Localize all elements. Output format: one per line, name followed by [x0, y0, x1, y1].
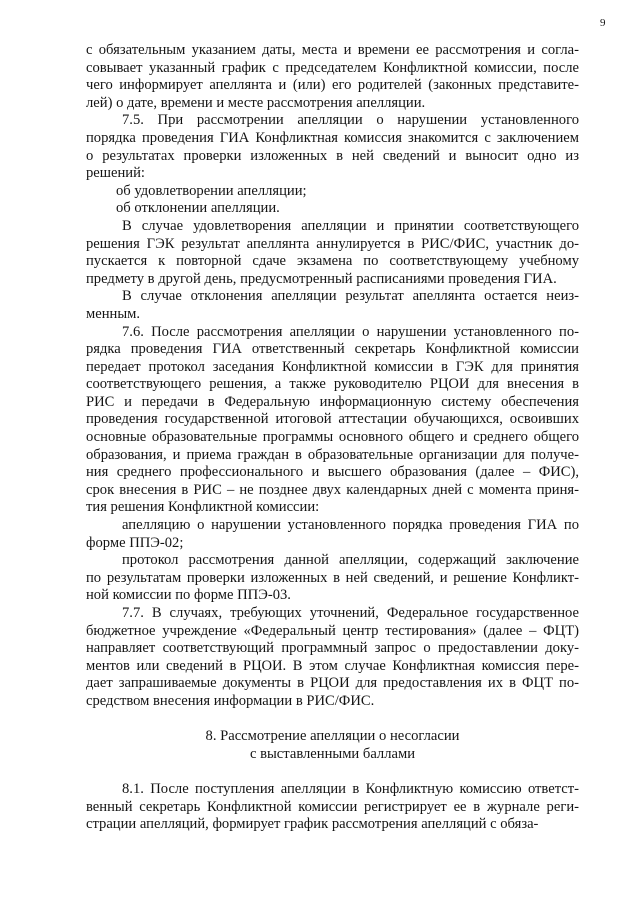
text-line: решений: — [86, 165, 145, 182]
text-line: апелляцию о нарушении установленного порядка проведения ГИА по — [122, 517, 579, 534]
paragraph — [86, 517, 579, 552]
text-line: 8.1. После поступления апелляции в Конфликтную комиссию ответст- — [122, 780, 579, 797]
paragraph — [86, 552, 579, 605]
text-line: лей) о дате, времени и месте рассмотрения апелляции. — [86, 94, 426, 111]
text-line: рядка проведения ГИА ответственный секретарь Конфликтной комиссии — [86, 341, 579, 358]
text-line: 8. Рассмотрение апелляции о несогласии — [205, 728, 460, 745]
page-number: 9 — [600, 17, 606, 29]
spacer — [86, 763, 579, 781]
text-line: ния среднего профессионального и высшего образования (далее – ФИС), — [86, 464, 579, 481]
text-line: 7.5. При рассмотрении апелляции о нарушении установленного — [122, 112, 579, 129]
text-line: 7.6. После рассмотрения апелляции о нарушении установленного по- — [122, 323, 579, 340]
paragraph — [86, 605, 579, 711]
text-line: направляет соответствующий программный запрос о предоставлении доку- — [86, 640, 579, 657]
section-heading — [86, 728, 579, 763]
text-line: решения ГЭК результат апеллянта аннулируется в РИС/ФИС, участник до- — [86, 235, 579, 252]
text-line: страции апелляций, формирует график рассмотрения апелляций с обяза- — [86, 816, 539, 833]
paragraph — [86, 218, 579, 288]
text-line: ной комиссии по форме ППЭ-03. — [86, 587, 291, 604]
text-line: ментов или сведений в РЦОИ. В этом случае Конфликтная комиссия пере- — [86, 657, 579, 674]
text-line: РИС и передачи в Федеральную информационную систему обеспечения — [86, 393, 579, 410]
text-line: пускается к повторной сдаче экзамена по соответствующему учебному — [86, 253, 579, 270]
text-line: совывает указанный график с председателем Конфликтной комиссии, после — [86, 59, 579, 76]
text-line: тия решения Конфликтной комиссии: — [86, 499, 320, 516]
text-line: образования, и приема граждан в образовательные организации для получе- — [86, 446, 579, 463]
paragraph — [86, 288, 579, 323]
text-line: с обязательным указанием даты, места и времени ее рассмотрения и согла- — [86, 42, 579, 58]
paragraph — [86, 112, 579, 182]
text-line: венный секретарь Конфликтной комиссии регистрирует ее в журнале реги- — [86, 798, 579, 815]
spacer — [86, 711, 579, 729]
text-line: протокол рассмотрения данной апелляции, содержащий заключение — [122, 552, 579, 569]
text-line: форме ППЭ-02; — [86, 534, 184, 551]
text-line: средством внесения информации в РИС/ФИС. — [86, 692, 375, 709]
text-line: с выставленными баллами — [249, 745, 416, 762]
text-line: дает запрашиваемые документы в РЦОИ для предоставления их в ФЦТ по- — [86, 675, 579, 692]
text-line: передает протокол заседания Конфликтной комиссии в ГЭК для принятия — [86, 358, 579, 375]
list-item — [86, 183, 579, 201]
list-item — [86, 200, 579, 218]
text-line: срок внесения в РИС – не позднее двух календарных дней с момента приня- — [86, 481, 579, 498]
paragraph — [86, 42, 579, 112]
text-line: 7.7. В случаях, требующих уточнений, Федеральное государственное — [122, 605, 579, 621]
text-line: об удовлетворении апелляции; — [116, 182, 307, 199]
paragraph — [86, 324, 579, 518]
text-line: соответствующего решения, а также руководителю РЦОИ для внесения в — [86, 376, 579, 393]
text-line: предмету в другой день, предусмотренный расписаниями проведения ГИА. — [86, 270, 557, 287]
text-line: чего информирует апеллянта и (или) его родителей (законных представите- — [86, 77, 579, 94]
text-line: В случае отклонения апелляции результат апеллянта остается неиз- — [122, 288, 579, 305]
text-line: по результатам проверки изложенных в ней сведений, и решение Конфликт- — [86, 569, 579, 586]
text-line: основные образовательные программы основного общего и среднего общего — [86, 429, 579, 446]
document-body — [86, 42, 579, 834]
text-line: об отклонении апелляции. — [116, 200, 280, 217]
text-line: о результатах проверки изложенных в ней сведений и выносит одно из — [86, 147, 579, 164]
text-line: бюджетное учреждение «Федеральный центр тестирования» (далее – ФЦТ) — [86, 622, 579, 639]
text-line: менным. — [86, 305, 141, 322]
paragraph — [86, 781, 579, 834]
text-line: порядка проведения ГИА Конфликтная комиссия знакомится с заключением — [86, 129, 579, 146]
text-line: проведения государственной итоговой аттестации обучающихся, освоивших — [86, 411, 579, 428]
text-line: В случае удовлетворения апелляции и принятии соответствующего — [122, 217, 579, 234]
